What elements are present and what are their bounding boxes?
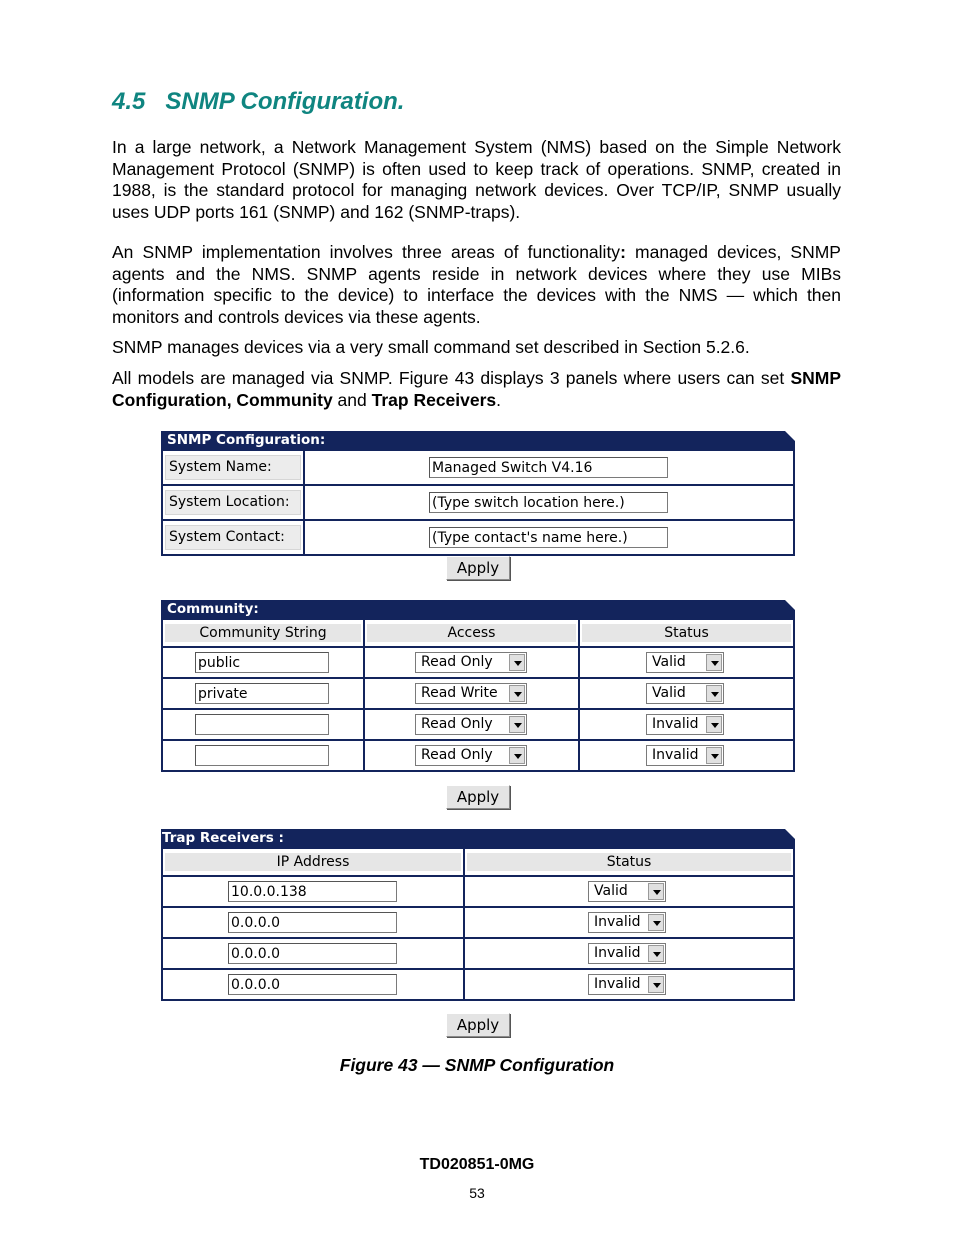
chevron-down-icon[interactable] bbox=[509, 685, 525, 702]
status-select[interactable] bbox=[646, 652, 724, 673]
trap-receivers-panel bbox=[161, 829, 795, 1001]
p4-bold-2: Trap Receivers bbox=[371, 389, 497, 410]
header-ip-address: IP Address bbox=[165, 853, 461, 871]
trap-header-row bbox=[162, 848, 794, 876]
status-value: Valid bbox=[594, 883, 628, 899]
system-contact-input[interactable]: (Type contact's name here.) bbox=[429, 527, 668, 548]
system-location-input[interactable]: (Type switch location here.) bbox=[429, 492, 668, 513]
header-community-string: Community String bbox=[165, 624, 361, 642]
p4-end: . bbox=[496, 389, 502, 410]
access-value: Read Only bbox=[421, 716, 493, 732]
system-location-row bbox=[162, 485, 794, 520]
status-value: Valid bbox=[652, 654, 686, 670]
table-row bbox=[162, 647, 794, 678]
trap-receivers-title: Trap Receivers : bbox=[161, 829, 795, 847]
status-select[interactable] bbox=[588, 974, 666, 995]
paragraph-3: SNMP manages devices via a very small command set described in Section 5.2.6. bbox=[112, 337, 750, 357]
community-string-input[interactable]: public bbox=[195, 652, 329, 673]
snmp-config-table bbox=[161, 449, 795, 556]
table-row bbox=[162, 938, 794, 969]
paragraph-4 bbox=[112, 368, 841, 411]
snmp-config-title: SNMP Configuration: bbox=[161, 431, 795, 449]
table-row bbox=[162, 969, 794, 1000]
status-select[interactable] bbox=[588, 881, 666, 902]
chevron-down-icon[interactable] bbox=[648, 914, 664, 931]
p2-colon: : bbox=[620, 242, 626, 262]
header-status: Status bbox=[467, 853, 791, 871]
community-header-row bbox=[162, 619, 794, 647]
p2-part-b: managed devices, SNMP agents and the NMS. SNMP agents reside in network devices where they use MIBs (information specific to the device) to interface the devices with the NMS — which then monitors and controls devices via these agents. bbox=[112, 242, 841, 327]
community-panel bbox=[161, 600, 795, 772]
table-row bbox=[162, 678, 794, 709]
status-value: Invalid bbox=[652, 747, 699, 763]
system-contact-label: System Contact: bbox=[165, 525, 301, 550]
system-contact-row bbox=[162, 520, 794, 555]
p4-and: and bbox=[332, 389, 372, 410]
p2-part-a: An SNMP implementation involves three areas of functionality bbox=[112, 242, 621, 262]
system-location-label: System Location: bbox=[165, 490, 301, 515]
community-string-input[interactable]: private bbox=[195, 683, 329, 704]
document-id: TD020851-0MG bbox=[419, 1156, 535, 1173]
system-name-row bbox=[162, 450, 794, 485]
status-value: Invalid bbox=[594, 914, 641, 930]
chevron-down-icon[interactable] bbox=[648, 883, 664, 900]
ip-address-input[interactable]: 0.0.0.0 bbox=[228, 943, 397, 964]
chevron-down-icon[interactable] bbox=[706, 747, 722, 764]
p4-part-a: All models are managed via SNMP. Figure 43 displays 3 panels where users can set bbox=[112, 368, 791, 388]
access-value: Read Only bbox=[421, 654, 493, 670]
ip-address-input[interactable]: 10.0.0.138 bbox=[228, 881, 397, 902]
table-row bbox=[162, 907, 794, 938]
table-row bbox=[162, 876, 794, 907]
chevron-down-icon[interactable] bbox=[509, 716, 525, 733]
chevron-down-icon[interactable] bbox=[648, 976, 664, 993]
access-value: Read Only bbox=[421, 747, 493, 763]
snmp-config-apply-button[interactable]: Apply bbox=[446, 556, 510, 580]
paragraph-2 bbox=[112, 242, 841, 328]
status-select[interactable] bbox=[646, 745, 724, 766]
trap-receivers-table bbox=[161, 847, 795, 1001]
community-apply-button[interactable]: Apply bbox=[446, 785, 510, 809]
access-select[interactable] bbox=[415, 745, 527, 766]
snmp-config-panel bbox=[161, 431, 795, 556]
status-value: Valid bbox=[652, 685, 686, 701]
system-name-label: System Name: bbox=[165, 455, 301, 480]
chevron-down-icon[interactable] bbox=[509, 747, 525, 764]
page-number: 53 bbox=[469, 1185, 485, 1201]
paragraph-1: In a large network, a Network Management System (NMS) based on the Simple Network Management Protocol (SNMP) is often used to keep track of operations. SNMP, created in 1988, is the standard protocol for managing network devices. Over TCP/IP, SNMP usually uses UDP ports 161 (SNMP) and 162 (SNMP-traps). bbox=[112, 137, 841, 222]
section-title: SNMP Configuration. bbox=[165, 88, 405, 115]
chevron-down-icon[interactable] bbox=[509, 654, 525, 671]
status-value: Invalid bbox=[594, 945, 641, 961]
system-name-input[interactable]: Managed Switch V4.16 bbox=[429, 457, 668, 478]
access-select[interactable] bbox=[415, 683, 527, 704]
status-select[interactable] bbox=[588, 943, 666, 964]
ip-address-input[interactable]: 0.0.0.0 bbox=[228, 974, 397, 995]
community-string-input[interactable] bbox=[195, 745, 329, 766]
access-select[interactable] bbox=[415, 652, 527, 673]
community-title: Community: bbox=[161, 600, 795, 618]
p4-bold-1: SNMP Configuration, Community bbox=[112, 368, 841, 410]
community-string-input[interactable] bbox=[195, 714, 329, 735]
section-number: 4.5 bbox=[112, 88, 146, 115]
section-heading bbox=[112, 88, 404, 116]
figure-caption: Figure 43 — SNMP Configuration bbox=[339, 1055, 615, 1075]
ip-address-input[interactable]: 0.0.0.0 bbox=[228, 912, 397, 933]
status-value: Invalid bbox=[594, 976, 641, 992]
chevron-down-icon[interactable] bbox=[648, 945, 664, 962]
status-select[interactable] bbox=[646, 683, 724, 704]
table-row bbox=[162, 740, 794, 771]
status-value: Invalid bbox=[652, 716, 699, 732]
trap-receivers-apply-button[interactable]: Apply bbox=[446, 1013, 510, 1037]
access-value: Read Write bbox=[421, 685, 498, 701]
chevron-down-icon[interactable] bbox=[706, 654, 722, 671]
chevron-down-icon[interactable] bbox=[706, 685, 722, 702]
access-select[interactable] bbox=[415, 714, 527, 735]
chevron-down-icon[interactable] bbox=[706, 716, 722, 733]
status-select[interactable] bbox=[588, 912, 666, 933]
header-access: Access bbox=[367, 624, 576, 642]
community-table bbox=[161, 618, 795, 772]
status-select[interactable] bbox=[646, 714, 724, 735]
header-status: Status bbox=[582, 624, 791, 642]
table-row bbox=[162, 709, 794, 740]
